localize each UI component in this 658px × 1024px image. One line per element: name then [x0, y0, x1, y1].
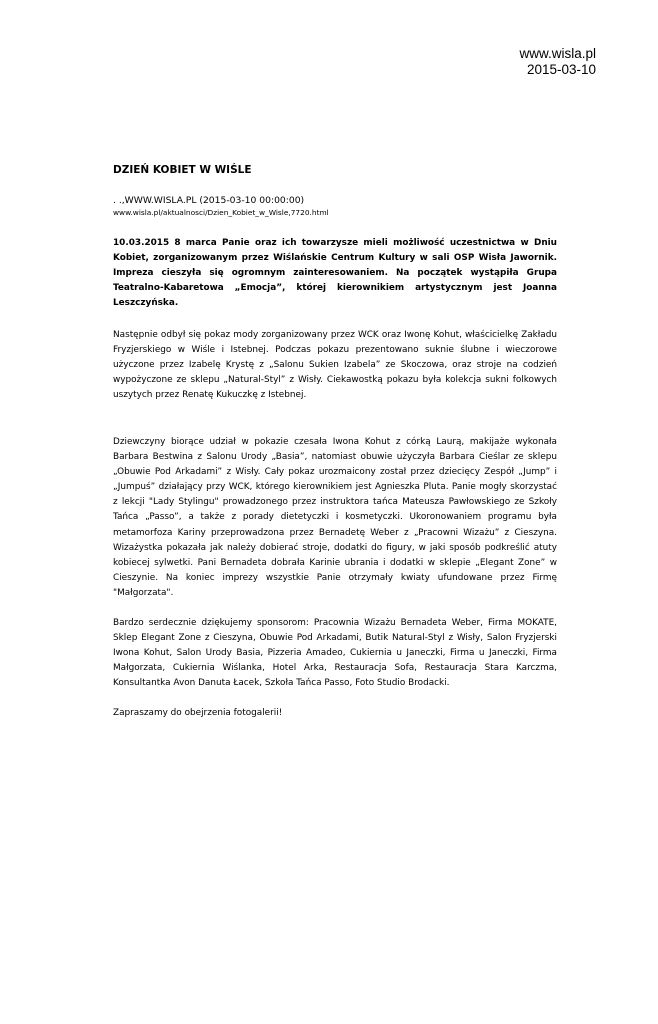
publish-date: 2015-03-10 — [526, 62, 596, 77]
article-paragraph: Bardzo serdecznie dziękujemy sponsorom: Pracownia Wizażu Bernadeta Weber, Firma MOKATE, Sklep Elegant Zone z Cieszyna, Obuwie Pod Arkadami, Butik Natural-Styl z Wisły, Salon Fryzjerski Iwona Kohut, Salon Urody Basia, Pizzeria Amadeo, Cukiernia u Janeczki, Firma u Janeczki, Firma Małgorzata, Cukiernia Wiślanka, Hotel Arka, Restauracja Sofa, Restauracja Stara Karczma, Konsultantka Avon Danuta Łacek, Szkoła Tańca Passo, Foto Studio Brodacki. — [113, 617, 557, 688]
page-header — [519, 46, 596, 78]
article-title: DZIEŃ KOBIET W WIŚLE — [113, 164, 252, 176]
article-source: . .,WWW.WISLA.PL (2015-03-10 00:00:00) — [113, 195, 305, 206]
article-url: www.wisla.pl/aktualnosci/Dzien_Kobiet_w_Wisle,7720.html — [113, 208, 329, 217]
article-lead: 10.03.2015 8 marca Panie oraz ich towarzysze mieli możliwość uczestnictwa w Dniu Kobiet, zorganizowanym przez Wiślańskie Centrum Kultury w sali OSP Wisła Jawornik. Impreza cieszyła się ogromnym zainteresowaniem. Na początek wystąpiła Grupa Teatralno-Kabaretowa „Emocja”, której kierownikiem artystycznym jest Joanna Leszczyńska. — [113, 238, 557, 308]
article-paragraph: Dziewczyny biorące udział w pokazie czesała Iwona Kohut z córką Laurą, makijaże wykonała Barbara Bestwina z Salonu Urody „Basia”, natomiast obuwie użyczyła Barbara Cieślar ze sklepu „Obuwie Pod Arkadami” z Wisły. Cały pokaz urozmaicony został przez dziecięcy Zespół „Jump” i „Jumpuś” działający przy WCK, którego kierownikiem jest Agnieszka Pluta. Panie mogły skorzystać z lekcji "Lady Stylingu" prowadzonego przez instruktora tańca Mateusza Pawłowskiego ze Szkoły Tańca „Passo”, a także z porady dietetyczki i kosmetyczki. Ukoronowaniem programu była metamorfoza Kariny przeprowadzona przez Bernadetę Weber z „Pracowni Wizażu” z Cieszyna. Wizażystka pokazała jak należy dobierać stroje, dodatki do figury, w jaki sposób podkreślić atuty kobiecej sylwetki. Pani Bernadeta dobrała Karinie ubrania i dodatki w sklepie „Elegant Zone” w Cieszynie. Na koniec imprezy wszystkie Panie otrzymały kwiaty ufundowane przez Firmę "Małgorzata". — [113, 437, 557, 598]
site-name: www.wisla.pl — [519, 46, 596, 61]
article-paragraph: Następnie odbył się pokaz mody zorganizowany przez WCK oraz Iwonę Kohut, właścicielkę Zakładu Fryzjerskiego w Wiśle i Istebnej. Podczas pokazu prezentowano suknie ślubne i wieczorowe użyczone przez Izabelę Krystę z „Salonu Sukien Izabela” ze Skoczowa, oraz stroje na codzień wypożyczone ze sklepu „Natural-Styl” z Wisły. Ciekawostką pokazu była kolekcja sukni folkowych uszytych przez Renatę Kukuczkę z Istebnej. — [113, 330, 557, 401]
article-paragraph: Zapraszamy do obejrzenia fotogalerii! — [113, 707, 283, 718]
article — [113, 164, 557, 736]
